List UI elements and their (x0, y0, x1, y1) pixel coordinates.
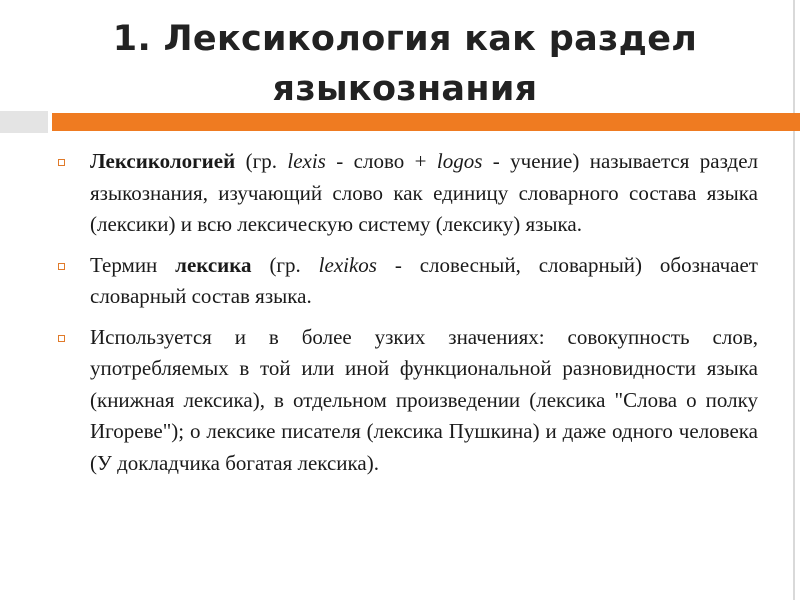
text-fragment: (гр. (251, 252, 319, 277)
greek-word-lexis: lexis (287, 149, 326, 173)
title-divider-orange-bar (52, 113, 800, 131)
bullet-item-lexicology (54, 146, 758, 241)
text-fragment: (гр. (235, 149, 288, 173)
square-bullet-icon (58, 263, 65, 270)
slide-title (60, 14, 750, 114)
bullet-text: Используется и в более узких значениях: совокупность слов, употребляемых в той или иной функциональной разновидности языка (книжная лексика), в отдельном произведении (лексика "Слова о полку Игореве"); о лексике писателя (лексика Пушкина) и даже одного человека (У докладчика богатая лексика). (90, 324, 758, 475)
greek-word-lexikos: lexikos (318, 252, 377, 277)
square-bullet-icon (58, 159, 65, 166)
title-divider-gray-block (0, 111, 48, 133)
text-fragment: - слово + (325, 149, 437, 173)
bullet-item-lexicon (54, 250, 758, 313)
term-lexicon: лексика (175, 252, 252, 277)
title-line-2: языкознания (272, 69, 538, 109)
text-fragment: - словесный, словарный) обозначает словарный состав языка. (90, 252, 758, 308)
greek-word-logos: logos (436, 149, 483, 173)
slide-right-border (793, 0, 795, 600)
term-lexicology: Лексикологией (90, 149, 236, 173)
text-fragment: - учение) называется раздел языкознания, изучающий слово как единицу словарного состава языка (лексики) и всю лексическую систему (лексику) языка. (90, 149, 759, 236)
square-bullet-icon (58, 335, 65, 342)
bullet-item-narrow-meanings (54, 322, 758, 480)
bullet-list (54, 146, 758, 479)
text-fragment: Термин (90, 252, 176, 277)
title-line-1: 1. Лексикология как раздел (112, 19, 698, 59)
